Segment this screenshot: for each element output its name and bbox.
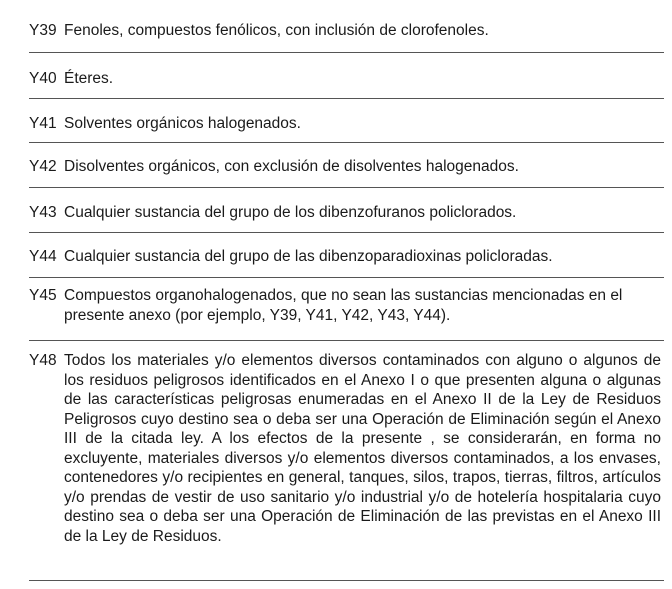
table-row — [29, 233, 664, 278]
row-code: Y41 — [29, 115, 57, 132]
row-description: Compuestos organohalogenados, que no sean las sustancias mencionadas en el presente anexo (por ejemplo, Y39, Y41, Y42, Y43, Y44). — [64, 287, 623, 324]
table-row — [29, 341, 664, 581]
row-description: Éteres. — [64, 70, 114, 87]
table-row — [29, 6, 664, 53]
row-description: Cualquier sustancia del grupo de las dibenzoparadioxinas policloradas. — [64, 248, 553, 265]
table-row — [29, 143, 664, 188]
row-code: Y42 — [29, 158, 57, 175]
row-description: Todos los materiales y/o elementos diversos contaminados con alguno o algunos de los residuos peligrosos identificados en el Anexo I o que presenten alguna o algunas de las características peligrosas enumeradas en el Anexo II de la Ley de Residuos Peligrosos cuyo destino sea o deba ser una Operación de Eliminación según el Anexo III de la citada ley. A los efectos de la presente , se considerarán, en forma no excluyente, materiales diversos y/o elementos diversos contaminados, a los envases, contenedores y/o recipientes en general, tanques, silos, trapos, tierras, filtros, artículos y/o prendas de vestir de uso sanitario y/o industrial y/o de hotelería hospitalaria cuyo destino sea o deba ser una Operación de Eliminación de las previstas en el Anexo III de la Ley de Residuos. — [64, 352, 661, 545]
row-description: Cualquier sustancia del grupo de los dibenzofuranos policlorados. — [64, 204, 517, 221]
row-code: Y45 — [29, 287, 57, 304]
table-row — [29, 99, 664, 143]
row-code: Y40 — [29, 70, 57, 87]
row-code: Y48 — [29, 352, 57, 369]
row-code: Y44 — [29, 248, 57, 265]
row-description: Fenoles, compuestos fenólicos, con inclusión de clorofenoles. — [64, 22, 489, 39]
row-code: Y39 — [29, 22, 57, 39]
row-description: Disolventes orgánicos, con exclusión de disolventes halogenados. — [64, 158, 519, 175]
table-row — [29, 53, 664, 99]
table-row — [29, 278, 664, 341]
waste-categories-table — [29, 6, 664, 581]
row-description: Solventes orgánicos halogenados. — [64, 115, 301, 132]
table-row — [29, 188, 664, 233]
row-code: Y43 — [29, 204, 57, 221]
